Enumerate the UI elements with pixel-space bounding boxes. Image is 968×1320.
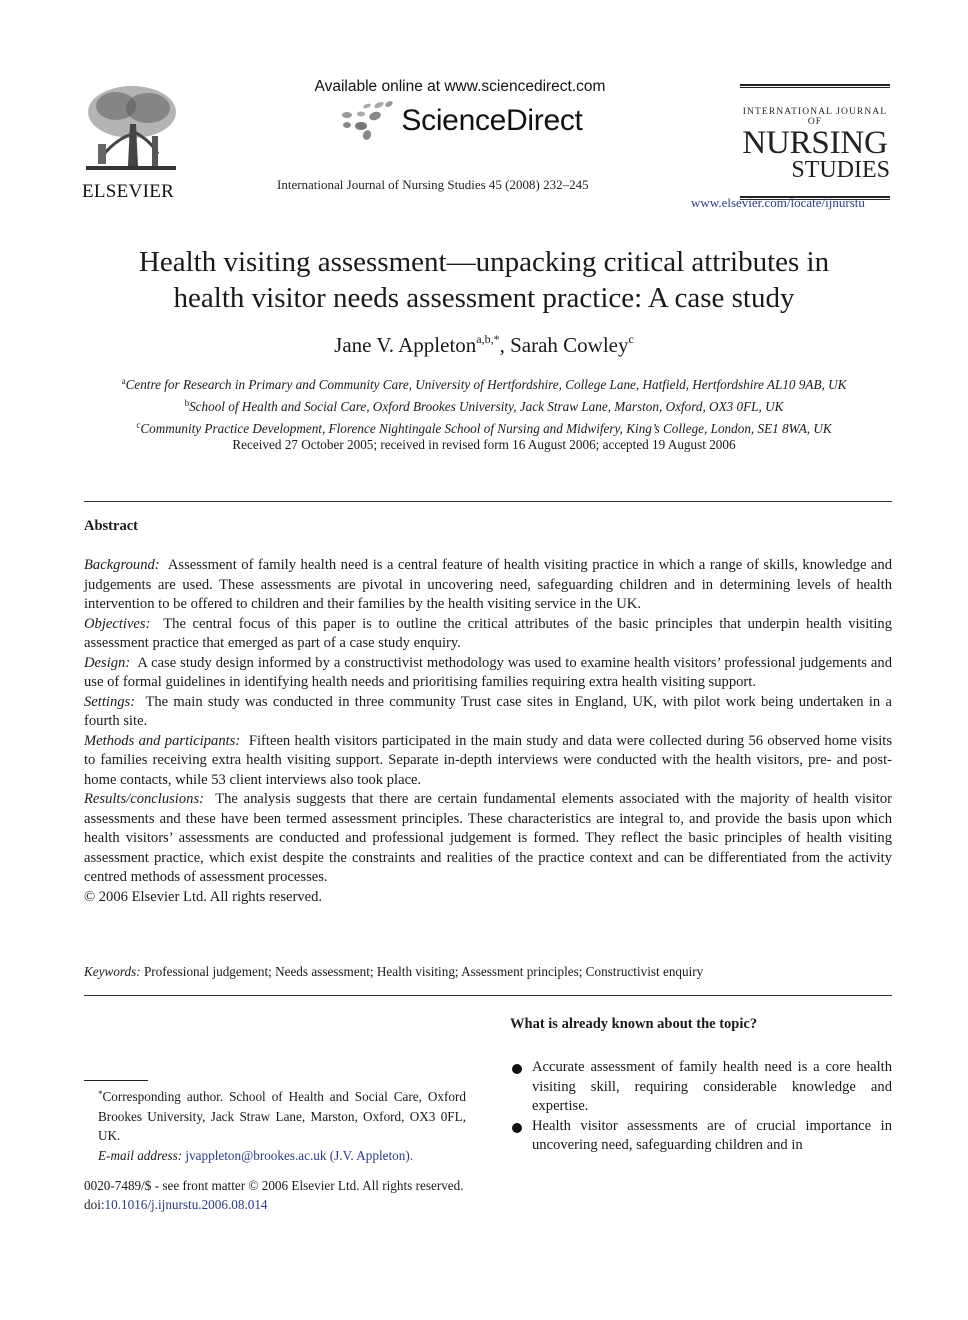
affiliation-mark: b <box>184 398 190 408</box>
email-label: E-mail address: <box>98 1147 183 1163</box>
email-link[interactable]: jvappleton@brookes.ac.uk (J.V. Appleton). <box>185 1147 414 1163</box>
list-item <box>510 1117 892 1156</box>
affiliations <box>60 372 908 438</box>
front-matter <box>84 1176 524 1214</box>
available-online-text[interactable]: Available online at www.sciencedirect.com <box>314 78 606 95</box>
keywords-label: Keywords: <box>84 964 141 979</box>
author-marks[interactable]: a,b,* <box>476 332 500 346</box>
issn-line: 0020-7489/$ - see front matter © 2006 Elsevier Ltd. All rights reserved. <box>84 1178 464 1193</box>
abstract-section <box>84 654 892 693</box>
journal-logo <box>738 84 892 200</box>
footnote-mark: * <box>98 1089 103 1099</box>
sciencedirect-block <box>300 78 620 142</box>
divider-bottom <box>84 995 892 996</box>
affiliation-mark: c <box>136 420 141 430</box>
abstract-section <box>84 790 892 888</box>
section-label: Methods and participants: <box>84 732 241 749</box>
journal-url-link[interactable]: www.elsevier.com/locate/ijnurstu <box>691 195 865 210</box>
bullet-icon <box>512 1064 522 1074</box>
abstract-body <box>84 556 892 907</box>
journal-logo-line3: STUDIES <box>791 157 890 183</box>
author-name[interactable]: Jane V. Appleton <box>334 333 477 357</box>
section-label: Design: <box>84 654 131 671</box>
affiliation-text: School of Health and Social Care, Oxford Brookes University, Jack Straw Lane, Marston, Oxford, OX3 0FL, UK <box>189 399 784 414</box>
author-marks[interactable]: c <box>628 332 634 346</box>
abstract-section <box>84 556 892 615</box>
section-label: Background: <box>84 557 160 573</box>
affiliation-mark: a <box>121 376 126 386</box>
doi-link[interactable]: 10.1016/j.ijnurstu.2006.08.014 <box>104 1197 268 1212</box>
sciencedirect-logo[interactable] <box>300 100 620 142</box>
abstract-section <box>84 615 892 654</box>
section-text: Fifteen health visitors participated in the main study and data were collected during 56 observed home visits to families receiving extra health visiting support. Separate in-depth interviews were conducted with the health visitors, pre- and post-home contacts, while 53 client interviews also took place. <box>84 732 893 788</box>
affiliation-text: Community Practice Development, Florence Nightingale School of Nursing and Midwifery, King’s College, London, SE1 8WA, UK <box>140 421 832 436</box>
title-line-1: Health visiting assessment—unpacking critical attributes in <box>138 246 830 278</box>
affiliation-text: Centre for Research in Primary and Community Care, University of Hertfordshire, College Lane, Hatfield, Hertfordshire AL10 9AB, UK <box>125 377 847 392</box>
author-separator: , <box>499 333 511 357</box>
abstract-heading: Abstract <box>84 518 138 534</box>
affiliation-item <box>60 416 908 438</box>
list-item-text: Health visitor assessments are of crucial importance in uncovering need, safeguarding children and in <box>532 1117 892 1153</box>
article-title <box>60 244 908 316</box>
abstract-copyright: © 2006 Elsevier Ltd. All rights reserved. <box>84 888 323 905</box>
affiliation-item <box>60 372 908 394</box>
bullet-icon <box>512 1123 522 1133</box>
received-dates: Received 27 October 2005; received in revised form 16 August 2006; accepted 19 August 2006 <box>232 437 736 452</box>
section-text: The analysis suggests that there are certain fundamental elements associated with the majority of health visitor assessments and these have been termed assessment principles. These characteristics are integral to, and provide the basis upon which health visitors’ assessments are conducted and professional judgement is formed. They reflect the basic principles of health visiting assessment practice, which exist despite the constraints and realities of the practice context and can be differentiated from the activity centred methods of assessment processes. <box>84 791 892 885</box>
sciencedirect-wordmark: ScienceDirect <box>401 104 583 137</box>
footnote-rule <box>84 1080 148 1081</box>
elsevier-tree-icon <box>82 84 180 176</box>
section-text: The central focus of this paper is to outline the critical attributes of the basic principles that underpin health visiting assessment practice that emerged as part of a case study enquiry. <box>84 615 892 651</box>
list-item-text: Accurate assessment of family health need is a core health visiting skill, requiring considerable knowledge and expertise. <box>532 1059 892 1114</box>
affiliation-item <box>60 394 908 416</box>
known-topic-list <box>510 1058 892 1156</box>
doi-prefix: doi: <box>84 1197 105 1212</box>
known-topic-heading: What is already known about the topic? <box>510 1016 758 1032</box>
corresponding-author-footnote <box>84 1085 466 1165</box>
journal-citation: International Journal of Nursing Studies 45 (2008) 232–245 <box>277 177 589 192</box>
title-line-2: health visitor needs assessment practice: A case study <box>173 282 795 314</box>
keywords <box>84 964 703 980</box>
journal-logo-top-rule <box>740 84 890 88</box>
section-label: Objectives: <box>84 615 151 632</box>
author-list <box>60 332 908 358</box>
email-line <box>84 1146 466 1166</box>
corresponding-author-text <box>84 1085 466 1146</box>
elsevier-wordmark: ELSEVIER <box>82 181 175 202</box>
footnote-body: Corresponding author. School of Health and Social Care, Oxford Brookes University, Jack Straw Lane, Marston, Oxford, OX3 0FL, UK. <box>98 1089 466 1143</box>
abstract-section <box>84 732 892 791</box>
author-name[interactable]: Sarah Cowley <box>510 333 629 357</box>
section-label: Settings: <box>84 693 136 710</box>
elsevier-logo <box>82 84 182 203</box>
list-item <box>510 1058 892 1117</box>
section-text: The main study was conducted in three community Trust case sites in England, UK, with pilot work being undertaken in a fourth site. <box>84 693 892 729</box>
section-text: A case study design informed by a constructivist methodology was used to examine health visitors’ professional judgements and use of formal guidelines in identifying health needs and prioritising families requiring extra health visiting support. <box>84 654 892 690</box>
journal-logo-line2: NURSING <box>742 125 888 161</box>
section-text: Assessment of family health need is a central feature of health visiting practice in which a range of skills, knowledge and judgements are used. These assessments are pivotal in uncovering need, safeguarding children and in determining levels of health intervention to be offered to children and their families by the health visiting service in the UK. <box>84 557 892 612</box>
divider-top <box>84 501 892 502</box>
keywords-text: Professional judgement; Needs assessment; Health visiting; Assessment principles; Constructivist enquiry <box>143 964 704 979</box>
abstract-section <box>84 693 892 732</box>
journal-logo-line1: INTERNATIONAL JOURNAL OF <box>742 107 888 127</box>
section-label: Results/conclusions: <box>84 791 204 807</box>
sciencedirect-dots-icon <box>337 101 397 141</box>
doi-line <box>84 1195 524 1214</box>
